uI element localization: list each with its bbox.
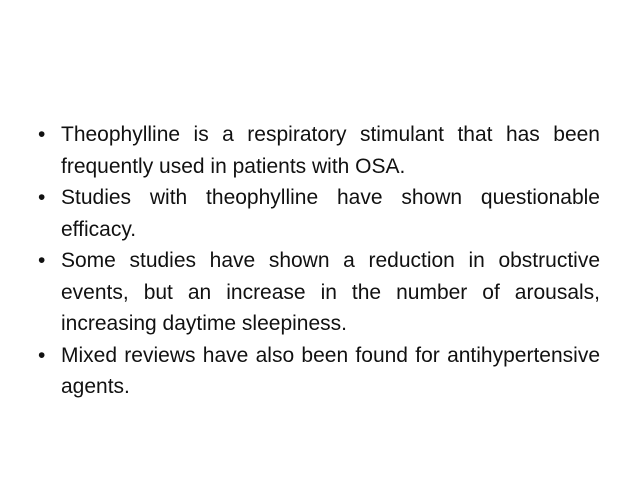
bullet-dot-icon: • <box>38 186 46 209</box>
bullet-dot-icon: • <box>38 249 46 272</box>
bullet-text: Studies with theophylline have shown questionable efficacy. <box>61 186 600 241</box>
bullet-item-obstructive-events <box>38 245 600 340</box>
bullet-text: Theophylline is a respiratory stimulant that has been frequently used in patients with OSA. <box>61 123 600 178</box>
bullet-list <box>38 119 600 403</box>
bullet-text: Mixed reviews have also been found for antihypertensive agents. <box>61 343 600 398</box>
bullet-dot-icon: • <box>38 123 46 146</box>
bullet-dot-icon: • <box>38 343 46 367</box>
bullet-item-theophylline-stimulant <box>38 119 600 182</box>
bullet-text: Some studies have shown a reduction in obstructive events, but an increase in the number of arousals, increasing daytime sleepiness. <box>61 249 600 335</box>
bullet-item-theophylline-efficacy <box>38 182 600 245</box>
bullet-item-antihypertensive-agents <box>38 340 600 403</box>
